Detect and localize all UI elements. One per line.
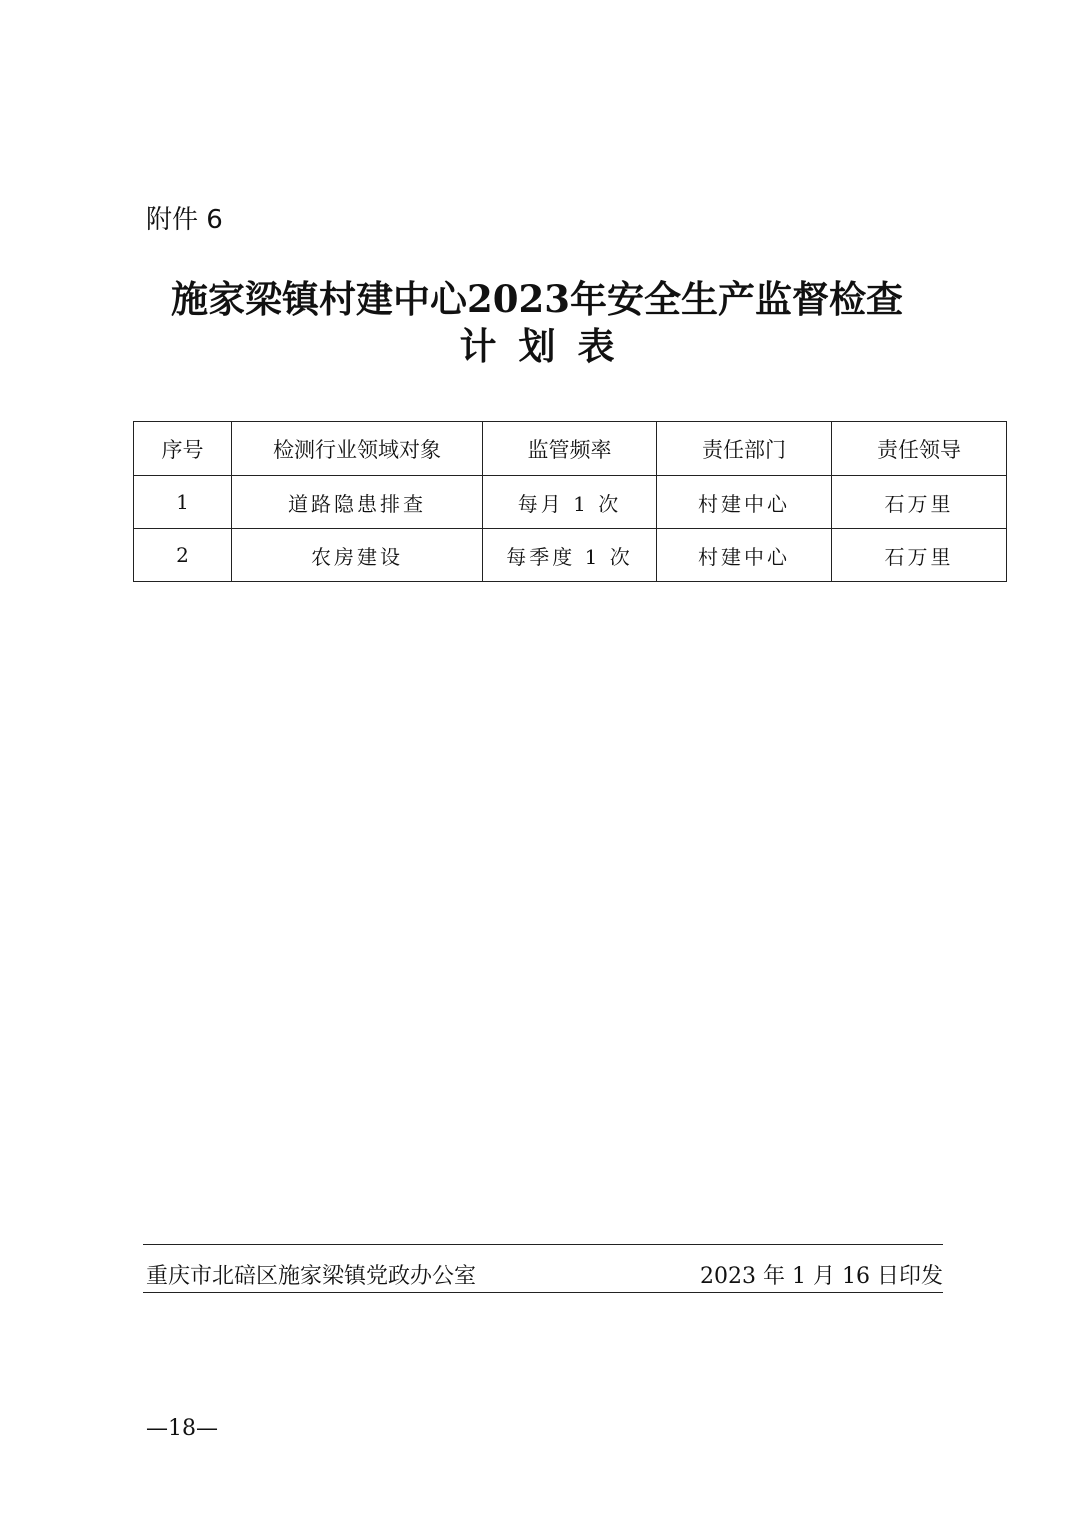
column-header-leader: 责任领导	[832, 422, 1007, 476]
column-header-frequency: 监管频率	[483, 422, 657, 476]
cell-seq: 2	[134, 529, 232, 582]
cell-object: 道路隐患排查	[232, 476, 483, 529]
document-title-line-2: 计划表	[459, 324, 637, 368]
column-header-object: 检测行业领域对象	[232, 422, 483, 476]
cell-department: 村建中心	[657, 476, 832, 529]
footer-date: 2023 年 1 月 16 日印发	[700, 1264, 943, 1289]
cell-department: 村建中心	[657, 529, 832, 582]
cell-frequency: 每月 1 次	[483, 476, 657, 529]
cell-leader: 石万里	[832, 476, 1007, 529]
cell-leader: 石万里	[832, 529, 1007, 582]
document-title: 施家梁镇村建中心2023年安全生产监督检查	[171, 277, 903, 321]
cell-object: 农房建设	[232, 529, 483, 582]
footer-issuer: 重庆市北碚区施家梁镇党政办公室	[146, 1264, 477, 1289]
footer-divider-bottom	[143, 1292, 943, 1293]
page-number: —18—	[146, 1416, 218, 1441]
table-row	[134, 529, 1007, 582]
table-row	[134, 476, 1007, 529]
cell-seq: 1	[134, 476, 232, 529]
column-header-department: 责任部门	[657, 422, 832, 476]
table-header-row	[134, 422, 1007, 476]
column-header-seq: 序号	[134, 422, 232, 476]
inspection-plan-table	[133, 421, 1007, 582]
footer-divider-top	[143, 1244, 943, 1245]
attachment-label: 附件 6	[146, 205, 223, 235]
cell-frequency: 每季度 1 次	[483, 529, 657, 582]
